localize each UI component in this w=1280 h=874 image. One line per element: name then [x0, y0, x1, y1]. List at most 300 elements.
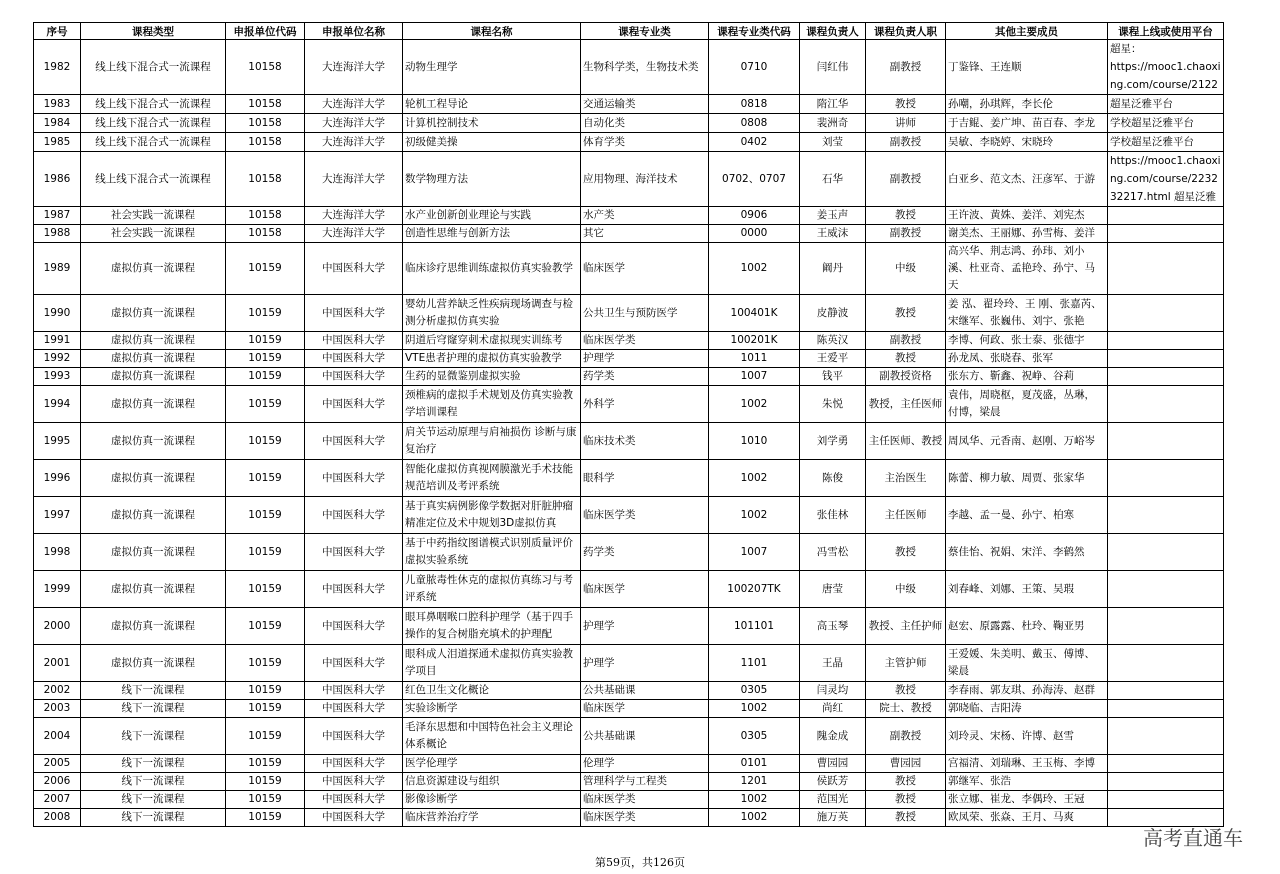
row-course-name: 红色卫生文化概论 — [403, 682, 581, 700]
row-no: 1983 — [34, 95, 81, 114]
row-major-code: 100201K — [709, 332, 800, 350]
table-row — [34, 423, 1224, 460]
row-members: 宫福清、刘瑞琳、王玉梅、李博 — [946, 755, 1108, 773]
header-major-code: 课程专业类代码 — [709, 23, 800, 40]
row-platform — [1108, 755, 1224, 773]
row-members: 孙嘲，孙琪辉，李长伦 — [946, 95, 1108, 114]
table-row — [34, 682, 1224, 700]
row-course-name: 创造性思维与创新方法 — [403, 225, 581, 243]
row-platform — [1108, 718, 1224, 755]
row-course-name: 眼耳鼻咽喉口腔科护理学（基于四手操作的复合树脂充填术的护理配 — [403, 608, 581, 645]
table-row — [34, 700, 1224, 718]
row-unit-name: 中国医科大学 — [305, 773, 403, 791]
table-row — [34, 571, 1224, 608]
header-platform: 课程上线或使用平台 — [1108, 23, 1224, 40]
row-members: 王爱媛、朱美明、戴玉、傅博、梁晨 — [946, 645, 1108, 682]
row-members: 郭晓临、吉阳涛 — [946, 700, 1108, 718]
row-no: 1999 — [34, 571, 81, 608]
row-no: 1984 — [34, 114, 81, 133]
row-leader-title: 教授 — [866, 534, 946, 571]
header-leader: 课程负责人 — [800, 23, 866, 40]
row-unit-name: 中国医科大学 — [305, 700, 403, 718]
row-leader-title: 主管护师 — [866, 645, 946, 682]
row-course-name: 颈椎病的虚拟手术规划及仿真实验教学培训课程 — [403, 386, 581, 423]
row-unit-code: 10159 — [226, 718, 305, 755]
row-major-code: 100207TK — [709, 571, 800, 608]
row-unit-name: 中国医科大学 — [305, 497, 403, 534]
row-leader-title: 副教授 — [866, 225, 946, 243]
row-unit-name: 大连海洋大学 — [305, 207, 403, 225]
row-course-type: 虚拟仿真一流课程 — [81, 332, 226, 350]
row-unit-name: 大连海洋大学 — [305, 133, 403, 152]
row-unit-name: 中国医科大学 — [305, 350, 403, 368]
row-unit-name: 大连海洋大学 — [305, 40, 403, 95]
row-no: 1991 — [34, 332, 81, 350]
row-unit-code: 10159 — [226, 534, 305, 571]
row-unit-name: 中国医科大学 — [305, 295, 403, 332]
row-leader: 尚红 — [800, 700, 866, 718]
row-leader: 陈俊 — [800, 460, 866, 497]
row-leader-title: 副教授 — [866, 718, 946, 755]
row-leader-title: 教授 — [866, 95, 946, 114]
row-no: 1996 — [34, 460, 81, 497]
row-no: 1988 — [34, 225, 81, 243]
row-unit-code: 10159 — [226, 423, 305, 460]
row-major: 临床医学 — [581, 571, 709, 608]
row-major: 护理学 — [581, 350, 709, 368]
row-leader: 阚丹 — [800, 243, 866, 295]
row-platform — [1108, 571, 1224, 608]
row-course-type: 虚拟仿真一流课程 — [81, 423, 226, 460]
row-unit-name: 大连海洋大学 — [305, 114, 403, 133]
row-course-name: 毛泽东思想和中国特色社会主义理论体系概论 — [403, 718, 581, 755]
header-unit-name: 申报单位名称 — [305, 23, 403, 40]
row-course-name: VTE患者护理的虚拟仿真实验教学 — [403, 350, 581, 368]
table-row — [34, 350, 1224, 368]
row-major: 其它 — [581, 225, 709, 243]
row-major-code: 1002 — [709, 243, 800, 295]
row-unit-code: 10159 — [226, 460, 305, 497]
row-platform — [1108, 368, 1224, 386]
row-platform — [1108, 207, 1224, 225]
table-row — [34, 773, 1224, 791]
row-major-code: 100401K — [709, 295, 800, 332]
row-course-name: 信息资源建设与组织 — [403, 773, 581, 791]
row-unit-code: 10159 — [226, 350, 305, 368]
header-no: 序号 — [34, 23, 81, 40]
row-major: 公共基础课 — [581, 718, 709, 755]
row-leader: 陈英汉 — [800, 332, 866, 350]
row-course-name: 儿童脓毒性休克的虚拟仿真练习与考评系统 — [403, 571, 581, 608]
row-major: 药学类 — [581, 534, 709, 571]
table-row — [34, 386, 1224, 423]
row-members: 刘玲灵、宋杨、许博、赵雪 — [946, 718, 1108, 755]
row-leader-title: 教授 — [866, 809, 946, 827]
row-major: 体育学类 — [581, 133, 709, 152]
row-members: 丁鉴锋、王连顺 — [946, 40, 1108, 95]
row-no: 1982 — [34, 40, 81, 95]
row-major-code: 0710 — [709, 40, 800, 95]
row-no: 1985 — [34, 133, 81, 152]
row-major: 外科学 — [581, 386, 709, 423]
row-course-type: 虚拟仿真一流课程 — [81, 571, 226, 608]
row-course-type: 社会实践一流课程 — [81, 225, 226, 243]
row-unit-code: 10159 — [226, 773, 305, 791]
row-major: 水产类 — [581, 207, 709, 225]
row-course-type: 线下一流课程 — [81, 682, 226, 700]
row-members: 高兴华、荆志鸿、孙玮、刘小溪、杜亚奇、孟艳玲、孙宁、马天 — [946, 243, 1108, 295]
table-row — [34, 152, 1224, 207]
row-unit-name: 中国医科大学 — [305, 243, 403, 295]
table-row — [34, 755, 1224, 773]
row-course-type: 虚拟仿真一流课程 — [81, 534, 226, 571]
row-course-name: 生药的显微鉴别虚拟实验 — [403, 368, 581, 386]
header-course-type: 课程类型 — [81, 23, 226, 40]
row-unit-code: 10159 — [226, 243, 305, 295]
row-members: 孙龙凤、张晓春、张军 — [946, 350, 1108, 368]
row-leader: 刘学勇 — [800, 423, 866, 460]
row-leader: 范国光 — [800, 791, 866, 809]
row-unit-code: 10159 — [226, 368, 305, 386]
row-major-code: 0906 — [709, 207, 800, 225]
row-unit-name: 中国医科大学 — [305, 332, 403, 350]
row-course-name: 计算机控制技术 — [403, 114, 581, 133]
row-members: 欧凤荣、张焱、王月、马爽 — [946, 809, 1108, 827]
row-leader: 隗金成 — [800, 718, 866, 755]
row-course-name: 水产业创新创业理论与实践 — [403, 207, 581, 225]
row-course-type: 虚拟仿真一流课程 — [81, 386, 226, 423]
row-leader-title: 副教授 — [866, 152, 946, 207]
row-unit-name: 大连海洋大学 — [305, 95, 403, 114]
header-major: 课程专业类 — [581, 23, 709, 40]
row-major: 临床医学类 — [581, 791, 709, 809]
table-row — [34, 225, 1224, 243]
row-platform — [1108, 225, 1224, 243]
row-unit-name: 中国医科大学 — [305, 460, 403, 497]
row-no: 2001 — [34, 645, 81, 682]
row-unit-code: 10159 — [226, 755, 305, 773]
row-leader-title: 教授 — [866, 791, 946, 809]
row-major-code: 1002 — [709, 809, 800, 827]
row-major: 药学类 — [581, 368, 709, 386]
row-unit-name: 大连海洋大学 — [305, 152, 403, 207]
row-major: 临床医学 — [581, 700, 709, 718]
row-course-name: 实验诊断学 — [403, 700, 581, 718]
row-leader-title: 副教授 — [866, 40, 946, 95]
row-major-code: 1002 — [709, 791, 800, 809]
row-unit-name: 中国医科大学 — [305, 534, 403, 571]
row-major: 生物科学类，生物技术类 — [581, 40, 709, 95]
row-major: 护理学 — [581, 608, 709, 645]
row-leader-title: 教授 — [866, 350, 946, 368]
row-platform — [1108, 350, 1224, 368]
row-course-type: 线上线下混合式一流课程 — [81, 40, 226, 95]
table-header-row — [34, 23, 1224, 40]
row-no: 1987 — [34, 207, 81, 225]
row-major: 临床医学类 — [581, 809, 709, 827]
row-unit-code: 10159 — [226, 332, 305, 350]
row-leader: 皮静波 — [800, 295, 866, 332]
row-platform — [1108, 386, 1224, 423]
row-leader: 石华 — [800, 152, 866, 207]
row-members: 于吉鲲、姜广坤、苗百春、李龙 — [946, 114, 1108, 133]
row-leader-title: 教授 — [866, 207, 946, 225]
watermark-text: 高考直通车 — [1143, 826, 1243, 850]
row-no: 2002 — [34, 682, 81, 700]
row-major: 应用物理、海洋技术 — [581, 152, 709, 207]
course-table — [33, 22, 1224, 827]
row-unit-code: 10159 — [226, 645, 305, 682]
row-unit-code: 10158 — [226, 114, 305, 133]
row-no: 2008 — [34, 809, 81, 827]
row-platform — [1108, 497, 1224, 534]
row-course-name: 临床营养治疗学 — [403, 809, 581, 827]
row-unit-name: 中国医科大学 — [305, 809, 403, 827]
row-no: 2003 — [34, 700, 81, 718]
row-unit-code: 10159 — [226, 571, 305, 608]
row-major-code: 0000 — [709, 225, 800, 243]
row-leader: 刘莹 — [800, 133, 866, 152]
row-platform — [1108, 295, 1224, 332]
table-row — [34, 460, 1224, 497]
table-row — [34, 791, 1224, 809]
row-course-type: 线下一流课程 — [81, 773, 226, 791]
row-major: 交通运输类 — [581, 95, 709, 114]
row-course-type: 线下一流课程 — [81, 791, 226, 809]
row-leader: 唐莹 — [800, 571, 866, 608]
row-major: 临床医学类 — [581, 332, 709, 350]
row-course-type: 虚拟仿真一流课程 — [81, 368, 226, 386]
row-major: 自动化类 — [581, 114, 709, 133]
table-row — [34, 534, 1224, 571]
row-leader-title: 副教授 — [866, 332, 946, 350]
row-unit-code: 10159 — [226, 608, 305, 645]
row-unit-code: 10158 — [226, 40, 305, 95]
row-unit-code: 10159 — [226, 682, 305, 700]
row-course-name: 影像诊断学 — [403, 791, 581, 809]
table-row — [34, 497, 1224, 534]
row-course-name: 初级健美操 — [403, 133, 581, 152]
row-platform: 超星泛雅平台 — [1108, 95, 1224, 114]
row-leader: 朱悦 — [800, 386, 866, 423]
table-row — [34, 608, 1224, 645]
row-leader: 王威沫 — [800, 225, 866, 243]
row-members: 王许波、黄姝、姜洋、刘宪杰 — [946, 207, 1108, 225]
row-course-type: 虚拟仿真一流课程 — [81, 497, 226, 534]
row-leader: 裴洲奇 — [800, 114, 866, 133]
row-unit-code: 10158 — [226, 133, 305, 152]
table-row — [34, 368, 1224, 386]
row-no: 1994 — [34, 386, 81, 423]
row-course-name: 智能化虚拟仿真视网膜激光手术技能规范培训及考评系统 — [403, 460, 581, 497]
row-course-type: 虚拟仿真一流课程 — [81, 295, 226, 332]
row-unit-name: 中国医科大学 — [305, 791, 403, 809]
row-course-type: 线下一流课程 — [81, 809, 226, 827]
row-leader-title: 讲师 — [866, 114, 946, 133]
row-course-type: 线上线下混合式一流课程 — [81, 133, 226, 152]
row-course-name: 临床诊疗思维训练虚拟仿真实验教学 — [403, 243, 581, 295]
row-course-type: 虚拟仿真一流课程 — [81, 350, 226, 368]
header-members: 其他主要成员 — [946, 23, 1108, 40]
row-major-code: 0402 — [709, 133, 800, 152]
row-platform — [1108, 423, 1224, 460]
row-course-name: 基于真实病例影像学数据对肝脏肿瘤精准定位及术中规划3D虚拟仿真 — [403, 497, 581, 534]
page-footer: 第59页，共126页 — [595, 856, 685, 869]
row-major-code: 0702、0707 — [709, 152, 800, 207]
row-members: 陈蕾、柳力敏、周贾、张家华 — [946, 460, 1108, 497]
row-leader: 曹园园 — [800, 755, 866, 773]
row-members: 姜 泓、翟玲玲、王 刚、张嘉芮、宋继军、张巍伟、刘宇、张艳 — [946, 295, 1108, 332]
row-major: 临床医学 — [581, 243, 709, 295]
row-leader: 闫灵均 — [800, 682, 866, 700]
row-leader-title: 教授、主任护师 — [866, 608, 946, 645]
row-no: 1998 — [34, 534, 81, 571]
row-members: 赵宏、原露露、杜玲、鞠亚男 — [946, 608, 1108, 645]
row-leader-title: 教授 — [866, 295, 946, 332]
row-leader: 张佳林 — [800, 497, 866, 534]
row-no: 2004 — [34, 718, 81, 755]
row-leader-title: 主任医师、教授 — [866, 423, 946, 460]
row-members: 吴敏、李晓婷、宋晓玲 — [946, 133, 1108, 152]
row-platform — [1108, 332, 1224, 350]
row-leader-title: 主任医师 — [866, 497, 946, 534]
row-members: 李越、孟一曼、孙宁、柏寒 — [946, 497, 1108, 534]
row-members: 张立娜、崔龙、李偶玲、王冠 — [946, 791, 1108, 809]
row-major: 眼科学 — [581, 460, 709, 497]
table-row — [34, 40, 1224, 95]
row-no: 2000 — [34, 608, 81, 645]
row-major-code: 0808 — [709, 114, 800, 133]
row-no: 1990 — [34, 295, 81, 332]
row-members: 周凤华、元香南、赵刚、万峪岑 — [946, 423, 1108, 460]
row-major: 临床技术类 — [581, 423, 709, 460]
row-unit-name: 中国医科大学 — [305, 755, 403, 773]
row-course-name: 肩关节运动原理与肩袖损伤 诊断与康复治疗 — [403, 423, 581, 460]
row-platform — [1108, 534, 1224, 571]
row-major: 公共卫生与预防医学 — [581, 295, 709, 332]
row-leader: 施万英 — [800, 809, 866, 827]
row-leader: 王爱平 — [800, 350, 866, 368]
table-row — [34, 295, 1224, 332]
row-members: 谢美杰、王丽娜、孙雪梅、姜洋 — [946, 225, 1108, 243]
row-major-code: 0305 — [709, 718, 800, 755]
row-platform: 超星： https://mooc1.chaoxing.com/course/2122 — [1108, 40, 1224, 95]
table-row — [34, 718, 1224, 755]
row-no: 2005 — [34, 755, 81, 773]
row-leader: 高玉琴 — [800, 608, 866, 645]
row-platform — [1108, 243, 1224, 295]
row-major: 管理科学与工程类 — [581, 773, 709, 791]
row-unit-code: 10159 — [226, 700, 305, 718]
row-major-code: 1007 — [709, 368, 800, 386]
row-leader: 王晶 — [800, 645, 866, 682]
row-no: 1992 — [34, 350, 81, 368]
row-platform — [1108, 645, 1224, 682]
row-major: 临床医学类 — [581, 497, 709, 534]
row-major-code: 1002 — [709, 700, 800, 718]
row-course-name: 数学物理方法 — [403, 152, 581, 207]
row-major-code: 1201 — [709, 773, 800, 791]
row-leader-title: 副教授资格 — [866, 368, 946, 386]
row-platform — [1108, 791, 1224, 809]
row-course-type: 虚拟仿真一流课程 — [81, 645, 226, 682]
row-leader: 隋江华 — [800, 95, 866, 114]
table-row — [34, 207, 1224, 225]
row-leader-title: 院士、教授 — [866, 700, 946, 718]
row-members: 白亚乡、范文杰、汪彦军、于游 — [946, 152, 1108, 207]
row-no: 1989 — [34, 243, 81, 295]
row-unit-name: 中国医科大学 — [305, 682, 403, 700]
row-unit-name: 中国医科大学 — [305, 645, 403, 682]
row-no: 1995 — [34, 423, 81, 460]
row-course-name: 医学伦理学 — [403, 755, 581, 773]
row-major-code: 1002 — [709, 460, 800, 497]
row-course-name: 阴道后穹窿穿刺术虚拟现实训练考 — [403, 332, 581, 350]
row-leader: 姜玉声 — [800, 207, 866, 225]
row-major-code: 1002 — [709, 386, 800, 423]
row-no: 2006 — [34, 773, 81, 791]
row-major-code: 1002 — [709, 497, 800, 534]
row-course-type: 线下一流课程 — [81, 718, 226, 755]
table-row — [34, 133, 1224, 152]
row-members: 李博、何政、张士泰、张德宇 — [946, 332, 1108, 350]
row-major-code: 101101 — [709, 608, 800, 645]
row-leader: 钱平 — [800, 368, 866, 386]
table-row — [34, 95, 1224, 114]
row-unit-code: 10159 — [226, 809, 305, 827]
row-no: 1997 — [34, 497, 81, 534]
row-major-code: 1007 — [709, 534, 800, 571]
row-leader: 侯跃芳 — [800, 773, 866, 791]
row-platform: 学校超星泛雅平台 — [1108, 133, 1224, 152]
row-no: 1986 — [34, 152, 81, 207]
row-major-code: 1010 — [709, 423, 800, 460]
row-unit-name: 大连海洋大学 — [305, 225, 403, 243]
row-course-type: 线上线下混合式一流课程 — [81, 95, 226, 114]
row-leader-title: 教授，主任医师 — [866, 386, 946, 423]
row-leader-title: 教授 — [866, 773, 946, 791]
row-members: 张东方、靳鑫、祝峥、谷莉 — [946, 368, 1108, 386]
row-major-code: 0818 — [709, 95, 800, 114]
row-course-type: 线下一流课程 — [81, 755, 226, 773]
row-no: 1993 — [34, 368, 81, 386]
row-members: 郭继军、张浩 — [946, 773, 1108, 791]
row-platform: 学校超星泛雅平台 — [1108, 114, 1224, 133]
row-unit-code: 10158 — [226, 207, 305, 225]
table-row — [34, 645, 1224, 682]
header-leader-title: 课程负责人职 — [866, 23, 946, 40]
row-course-type: 线上线下混合式一流课程 — [81, 114, 226, 133]
row-unit-code: 10159 — [226, 497, 305, 534]
row-leader: 闫红伟 — [800, 40, 866, 95]
row-major: 公共基础课 — [581, 682, 709, 700]
row-unit-name: 中国医科大学 — [305, 571, 403, 608]
row-unit-code: 10158 — [226, 152, 305, 207]
row-course-type: 虚拟仿真一流课程 — [81, 243, 226, 295]
row-course-name: 婴幼儿营养缺乏性疾病现场调查与检测分析虚拟仿真实验 — [403, 295, 581, 332]
row-unit-name: 中国医科大学 — [305, 368, 403, 386]
row-course-type: 线下一流课程 — [81, 700, 226, 718]
row-unit-name: 中国医科大学 — [305, 386, 403, 423]
row-course-name: 动物生理学 — [403, 40, 581, 95]
row-leader-title: 曹园园 — [866, 755, 946, 773]
row-platform — [1108, 700, 1224, 718]
row-leader-title: 主治医生 — [866, 460, 946, 497]
row-members: 蔡佳怡、祝娟、宋洋、李鹤然 — [946, 534, 1108, 571]
row-major-code: 0305 — [709, 682, 800, 700]
row-major-code: 1101 — [709, 645, 800, 682]
row-members: 李春雨、郭友琪、孙海涛、赵群 — [946, 682, 1108, 700]
